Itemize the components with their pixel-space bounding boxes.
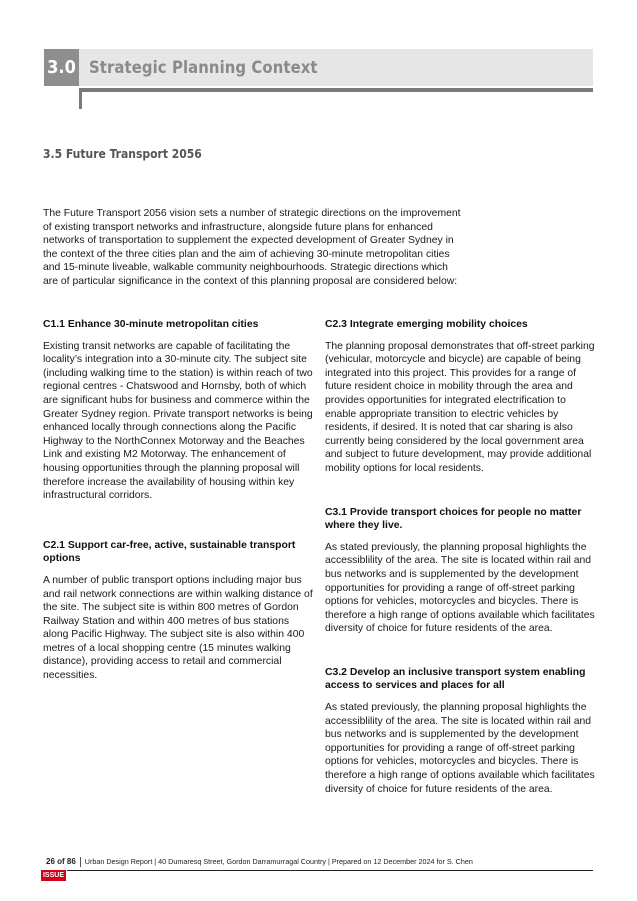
header-rule-tick: [79, 88, 82, 109]
section-number-badge: 3.0: [44, 49, 79, 86]
intro-paragraph: The Future Transport 2056 vision sets a number of strategic directions on the improvement of existing transport networks and infrastructure, alongside future plans for enhanced networks of transportation to supplement the expected development of Greater Sydney in the context of the three cities plan and the aim of achieving 30-minute metropolitan cities and 15-minute liveable, walkable community neighbourhoods. Strategic directions which are of particular significance in the context of this planning proposal are considered below:: [43, 208, 461, 287]
right-column: [325, 318, 597, 796]
direction-heading: C2.1 Support car-free, active, sustainable transport options: [43, 539, 296, 565]
direction-block-c1-1: [43, 318, 315, 503]
direction-heading: C3.2 Develop an inclusive transport system enabling access to services and places for all: [325, 666, 586, 692]
section-title: Strategic Planning Context: [89, 58, 318, 77]
direction-block-c2-3: [325, 318, 597, 476]
header-rule: [79, 88, 593, 92]
footer-separator: [80, 857, 81, 867]
subsection-title: 3.5 Future Transport 2056: [43, 147, 202, 161]
footer-text: Urban Design Report | 40 Dumaresq Street, Gordon Darramurragal Country | Prepared on 12 December 2024 for S. Chen: [84, 857, 473, 866]
footer-rule: [67, 870, 593, 871]
direction-heading: C2.3 Integrate emerging mobility choices: [325, 319, 528, 330]
direction-heading: C3.1 Provide transport choices for people no matter where they live.: [325, 506, 582, 532]
left-column: [43, 318, 315, 683]
issue-badge: ISSUE B: [42, 872, 64, 890]
footer: [46, 857, 473, 867]
direction-body: The planning proposal demonstrates that off-street parking (vehicular, motorcycle and bicycle) are capable of being integrated into this project. This provides for a range of future resident choice in mobility through the area and provides opportunities for integrated electrification to enable appropriate transition to electric vehicles by residents, if desired. It is noted that car sharing is also currently being considered by the local government area and subject to future development, may provide additional mobility options for local residents.: [325, 340, 595, 474]
direction-body: A number of public transport options including major bus and rail network connections are within walking distance of the site. The subject site is within 800 metres of Gordon Railway Station and within 400 metres of bus stations along Pacific Highway. The subject site is also within 400 metres of a local shopping centre (15 minutes walking distance), providing access to retail and commercial necessities.: [43, 574, 313, 682]
direction-block-c3-1: [325, 506, 597, 636]
direction-body: Existing transit networks are capable of facilitating the locality’s integration into a 30-minute city. The subject site (including walking time to the station) is within reach of two regional centres - Chatswood and Hornsby, both of which are significant hubs for business and commerce within the Greater Sydney region. Private transport networks is being enhanced locally through connections along the Pacific Highway to the NorthConnex Motorway and the Beaches Link and existing M2 Motorway. The enhancement of housing opportunities through the planning proposal will therefore increase the availability of housing within key infrastructural corridors.: [43, 340, 313, 502]
direction-block-c2-1: [43, 539, 315, 683]
page-number: 26 of 86: [46, 857, 76, 866]
direction-body: As stated previously, the planning proposal highlights the accessiblility of the area. The site is located within rail and bus networks and is supplemented by the development opportunities for providing a range of off-street parking options for vehicles, motorcycles and bicycles. There is therefore a high range of options available which facilitates diversity of choice for future residents of the area.: [325, 702, 595, 795]
direction-heading: C1.1 Enhance 30-minute metropolitan cities: [43, 319, 259, 330]
direction-body: As stated previously, the planning proposal highlights the accessiblility of the area. The site is located within rail and bus networks and is supplemented by the development opportunities for providing a range of off-street parking options for vehicles, motorcycles and bicycles. There is therefore a high range of options available which facilitates diversity of choice for future residents of the area.: [325, 541, 595, 635]
direction-block-c3-2: [325, 666, 597, 796]
